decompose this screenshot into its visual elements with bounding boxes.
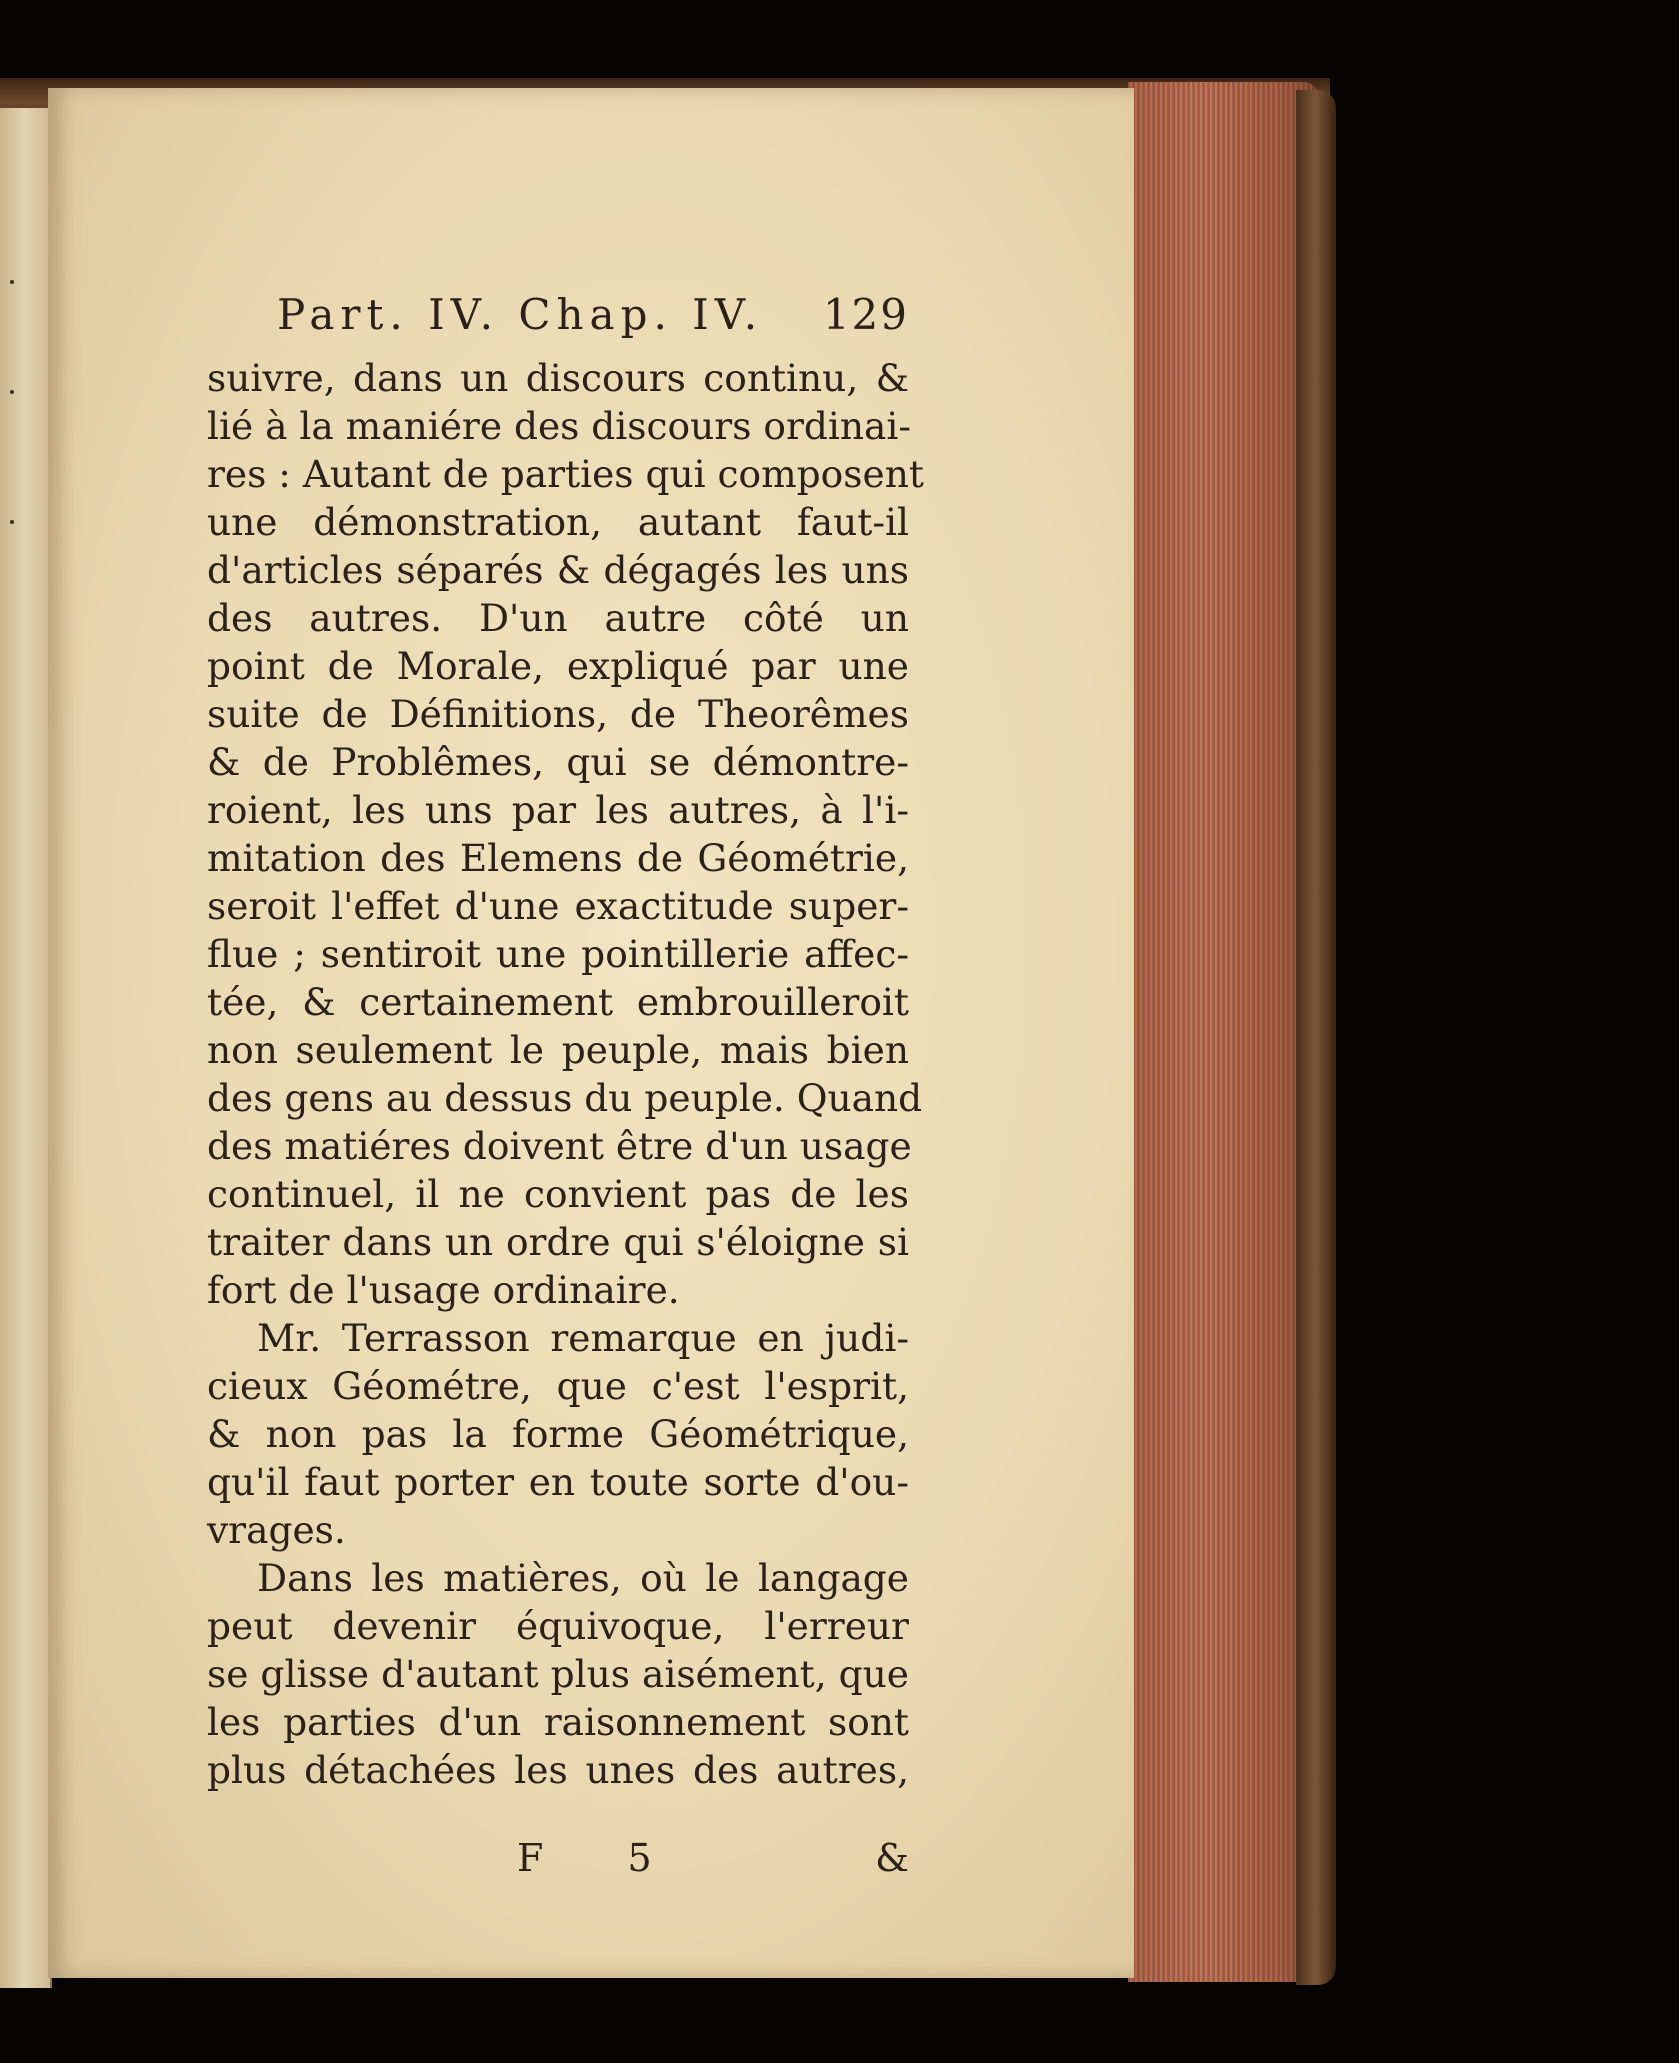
text-line: suivre, dans un discours continu, & xyxy=(207,356,909,400)
text-line: & non pas la forme Géométrique, xyxy=(207,1412,909,1456)
text-line: Dans les matières, où le langage xyxy=(257,1556,909,1600)
catchword: & xyxy=(875,1836,909,1880)
page-footer xyxy=(207,1836,909,1886)
book-page xyxy=(48,88,1134,1978)
text-line: flue ; sentiroit une pointillerie affec- xyxy=(207,932,909,976)
signature-mark: F 5 xyxy=(517,1836,688,1880)
text-line: d'articles séparés & dégagés les uns xyxy=(207,548,909,592)
text-line: suite de Définitions, de Theorêmes xyxy=(207,692,909,736)
text-line: point de Morale, expliqué par une xyxy=(207,644,909,688)
ink-speck xyxy=(10,520,14,524)
text-line: cieux Géométre, que c'est l'esprit, xyxy=(207,1364,909,1408)
text-line: traiter dans un ordre qui s'éloigne si xyxy=(207,1220,909,1264)
page-edges-stack xyxy=(1128,82,1318,1982)
text-line: qu'il faut porter en toute sorte d'ou- xyxy=(207,1460,909,1504)
text-line: des autres. D'un autre côté un xyxy=(207,596,909,640)
text-line: Mr. Terrasson remarque en judi- xyxy=(257,1316,909,1360)
running-head-title: Part. IV. Chap. IV. xyxy=(277,290,764,339)
page-number: 129 xyxy=(822,290,909,339)
text-line: plus détachées les unes des autres, xyxy=(207,1748,909,1792)
ink-speck xyxy=(10,390,14,394)
text-line: lié à la maniére des discours ordinai- xyxy=(207,404,912,448)
running-head xyxy=(207,290,909,350)
text-line: non seulement le peuple, mais bien xyxy=(207,1028,909,1072)
binding-spine-edge xyxy=(1296,90,1336,1985)
text-line: les parties d'un raisonnement sont xyxy=(207,1700,909,1744)
text-line: seroit l'effet d'une exactitude super- xyxy=(207,884,909,928)
text-line: peut devenir équivoque, l'erreur xyxy=(207,1604,909,1648)
text-line: fort de l'usage ordinaire. xyxy=(207,1268,680,1312)
text-line: res : Autant de parties qui composent xyxy=(207,452,924,496)
text-line: des matiéres doivent être d'un usage xyxy=(207,1124,912,1168)
text-line: mitation des Elemens de Géométrie, xyxy=(207,836,909,880)
text-line: tée, & certainement embrouilleroit xyxy=(207,980,909,1024)
text-line: se glisse d'autant plus aisément, que xyxy=(207,1652,909,1696)
text-line: & de Problêmes, qui se démontre- xyxy=(207,740,909,784)
text-line: continuel, il ne convient pas de les xyxy=(207,1172,909,1216)
text-line: roient, les uns par les autres, à l'i- xyxy=(207,788,909,832)
text-line: des gens au dessus du peuple. Quand xyxy=(207,1076,923,1120)
ink-speck xyxy=(10,280,14,284)
text-line: une démonstration, autant faut-il xyxy=(207,500,909,544)
text-line: vrages. xyxy=(207,1508,346,1552)
facing-page-edge xyxy=(0,108,52,1988)
